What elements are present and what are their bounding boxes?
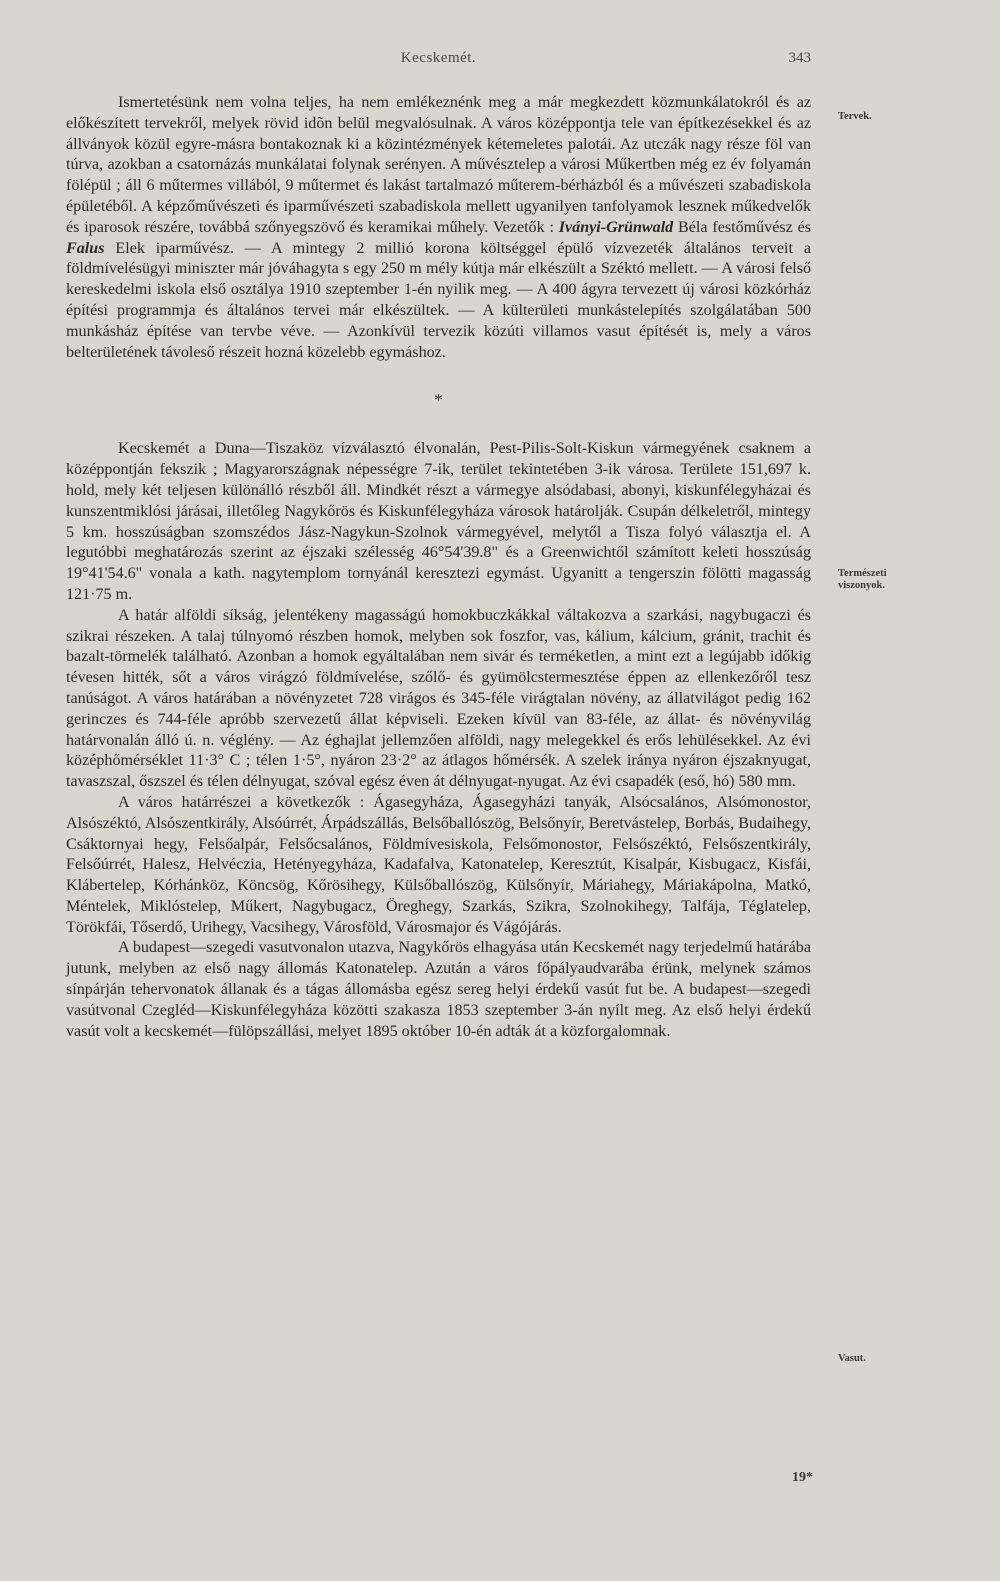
paragraph-plans-text-a: Ismertetésünk nem volna teljes, ha nem emlékeznénk meg a már megkezdett közmunkálatokról és az előkészített tervekről, melyek rövid idõn belül megvalósulnak. A város középpontja tele van építkezésekkel és az állványok közül egyre-másra bontakoznak ki a közintézmények kétemeletes palotái. Az utczák nagy része föl van túrva, azokban a csatornázás munkálatai folynak serényen. A művésztelep a városi Műkertben még ez év folyamán fölépül ; áll 6 műtermes villából, 9 műtermet és lakást tartalmazó műterem-bérházból és a művészeti szabadiskola épületéből. A képzőművészeti és iparművészeti szabadiskola mellett ugyanilyen tanfolyamok lesznek műkedvelők és iparosok részére, továbbá szőnyegszövő és keramikai műhely. Vezetők : [66, 94, 811, 236]
running-head-title: Kecskemét. [400, 50, 477, 66]
margin-note-plans: Tervek. [838, 111, 872, 122]
page-number: 343 [788, 50, 811, 66]
paragraph-location: Kecskemét a Duna—Tiszaköz vízválasztó élvonalán, Pest-Pilis-Solt-Kiskun vármegyének csaknem a középpontján fekszik ; Magyarországnak népességre 7-ik, terület tekintetében 3-ik városa. Területe 151,697 k. hold, mely két teljesen különálló részből áll. Mindkét részt a vármegye alsódabasi, abonyi, kiskunfélegyházai és kunszentmiklósi járásai, illetőleg Nagykőrös és Kiskunfélegyháza városok határolják. Csupán délkeletről, mintegy 5 km. hosszúságban szomszédos Jász-Nagykun-Szolnok vármegyével, melytől a Tisza folyó választja el. A legutóbbi meghatározás szerint az éjszaki szélesség 46°54'39.8" és a Greenwichtől számított keleti hosszúság 19°41'54.6" vonala a kath. nagytemplom tornyánál keresztezi egymást. Ugyanitt a tengerszin fölötti magasság 121·75 m. [66, 440, 811, 603]
paragraph-plans [66, 93, 811, 363]
margin-note-railway: Vasut. [838, 1353, 866, 1364]
paragraph-plans-text-b: Béla festőművész és [678, 218, 811, 236]
page-body [66, 93, 811, 1042]
person-name-falus: Falus [66, 239, 105, 257]
person-name-ivanyi: Iványi-Grünwald [558, 218, 674, 236]
section-divider-star: * [434, 390, 443, 411]
paragraph-districts: A város határrészei a következők : Ágasegyháza, Ágasegyházi tanyák, Alsócsalános, Alsómonostor, Alsószéktó, Alsószentkirály, Alsóúrrét, Árpádszállás, Belsőballószög, Belsőnyír, Beretvástelep, Borbás, Budaihegy, Csáktornyai hegy, Felsőalpár, Felsőcsalános, Földmívesiskola, Felsőmonostor, Felsőszéktó, Felsőszentkirály, Felsőúrrét, Halesz, Helvéczia, Hetényegyháza, Kadafalva, Katonatelep, Keresztút, Kisalpár, Kisbugacz, Kisfái, Klábertelep, Kórhánköz, Köncsög, Kőrösihegy, Külsőballószög, Külsőnyír, Máriahegy, Máriakápolna, Matkó, Méntelek, Miklóstelep, Műkert, Nagybugacz, Öreghegy, Szarkás, Szikra, Szolnokihegy, Talfája, Téglatelep, Törökfái, Tőserdő, Urihegy, Vacsihegy, Városföld, Városmajor és Vágójárás. [66, 793, 811, 936]
paragraph-nature: A határ alföldi síkság, jelentékeny magasságú homokbuczkákkal váltakozva a szarkási, nagybugaczi és szikrai részeken. A talaj túlnyomó részben homok, melyben sok foszfor, vas, kálium, kálcium, gránit, trachit és bazalt-törmelék található. Azonban a homok egyáltalában nem sivár és terméketlen, a mint ezt a legújabb időkig tévesen hitték, sőt a város virágzó földmívelése, szőlő- és gyümölcstermesztése éppen az ellenkezőről tesz tanúságot. A város határában a növényzetet 728 virágos és 345-féle virágtalan növény, az állatvilágot pedig 162 gerinczes és 744-féle apróbb szervezetű állat képviseli. Ezeken kívül van 83-féle, az állat- és növényvilág határvonalán álló ú. n. véglény. — Az éghajlat jellemzően alföldi, nagy melegekkel és erős lehülésekkel. Az évi középhőmérséklet 11·3° C ; télen 1·5°, nyáron 23·2° az átlagos hőmérsék. A szelek iránya nyáron éjszaknyugat, tavaszszal, őszszel és télen délnyugat, szóval egész éven át délnyugat-nyugat. Az évi csapadék (eső, hó) 580 mm. [66, 606, 811, 791]
paragraph-plans-text-c: Elek iparművész. — A mintegy 2 millió korona költséggel épülő vízvezeték általános terveit a földmívelésügyi miniszter már jóváhagyta s egy 250 m mély kútja már elkészült a Széktó mellett. — A városi felső kereskedelmi iskola első osztálya 1910 szeptember 1-én nyilik meg. — A 400 ágyra tervezett új városi közkórház építési programmja és általános tervei már elkészültek. — A külterületi munkástelepítés szolgálatában 500 munkásház építése van tervbe véve. — Azonkívül tervezik közúti villamos vasut építését is, mely a város belterületének távoleső részeit hozná közelebb egymáshoz. [66, 239, 811, 361]
paragraph-railway: A budapest—szegedi vasutvonalon utazva, Nagykőrös elhagyása után Kecskemét nagy terjedelmű határába jutunk, melyben az első nagy állomás Katonatelep. Azután a város főpályaudvarába érünk, melynek számos sínpárján tehervonatok állanak és a tágas állomásba egész sereg helyi érdekű vasút fut be. A budapest—szegedi vasútvonal Czegléd—Kiskunfélegyháza közötti szakasza 1853 szeptember 3-án nyílt meg. Az első helyi érdekű vasút volt a kecskemét—fülöpszállási, melyet 1895 október 10-én adták át a közforgalomnak. [66, 939, 811, 1040]
margin-note-nature: Természeti viszonyok. [838, 568, 887, 591]
running-head [66, 50, 811, 72]
signature-mark: 19* [792, 1470, 813, 1485]
